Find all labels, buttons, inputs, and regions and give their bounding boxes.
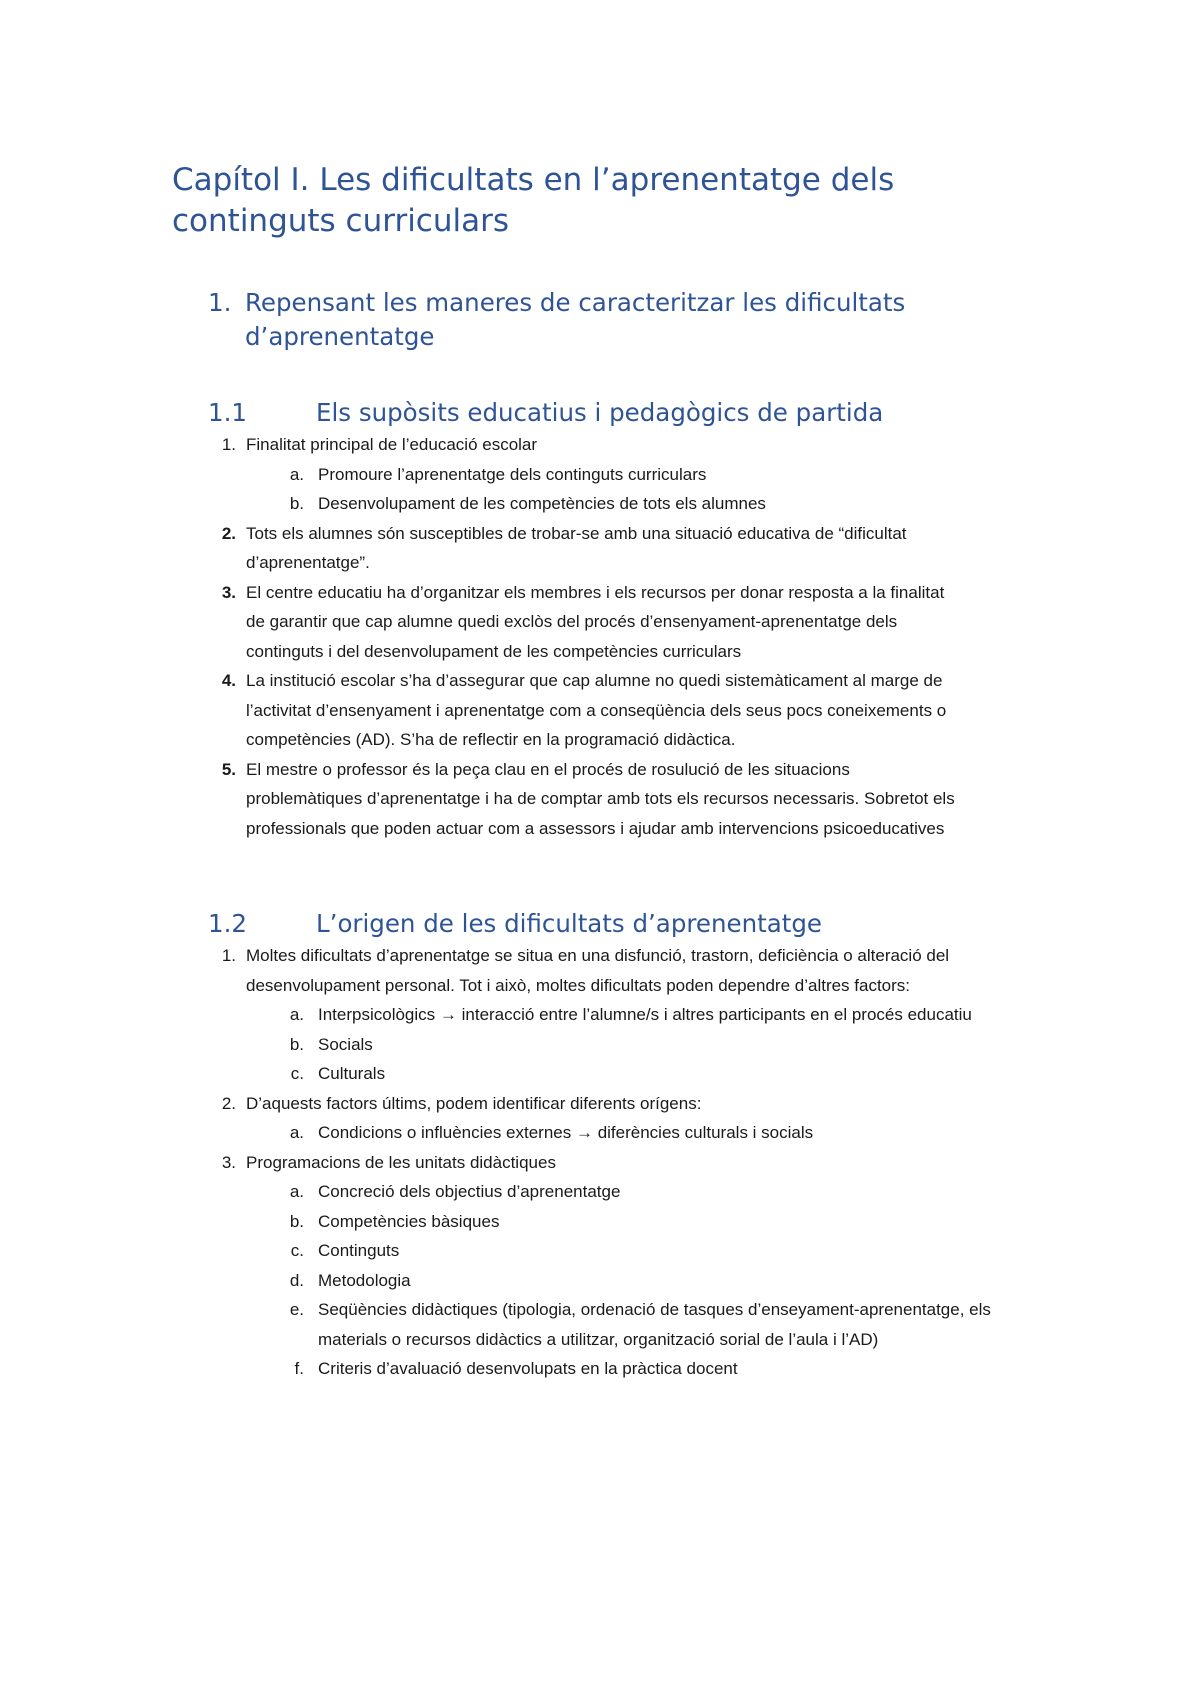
list-text: El mestre o professor és la peça clau en el procés de rosulució de les situacions problemàtiques d’aprenentatge i ha de comptar amb tots els recursos necessaris. Sobretot els professionals que poden actuar com a assessors i ajudar amb intervencions psicoeducatives [246,759,955,838]
sub-list-item [172,1059,1052,1089]
document-page [172,160,1052,1384]
list-text: Moltes dificultats d’aprenentatge se situa en una disfunció, trastorn, deficiència o alteració del desenvolupament personal. Tot i això, moltes dificultats poden dependre d’altres factors: [246,946,950,995]
list-item [172,1089,1052,1148]
section-1-2-number: 1.2 [208,909,247,938]
list-number: 3. [221,582,236,602]
list-text: D’aquests factors últims, podem identificar diferents orígens: [246,1093,702,1113]
sub-list-letter: a. [289,1005,304,1024]
sub-list-text: Promoure l’aprenentatge dels continguts curriculars [318,464,707,484]
list-text: Programacions de les unitats didàctiques [246,1152,556,1172]
sub-list-text: Seqüències didàctiques (tipologia, ordenació de tasques d’enseyament-aprenentatge, els materials o recursos didàctics a utilitzar, organització sorial de l’aula i l’AD) [318,1300,991,1349]
list-number: 2. [221,1093,236,1113]
sub-list-text: Condicions o influències externes → diferències culturals i socials [318,1123,814,1142]
list-number: 5. [221,759,236,779]
section-1-2-list [172,941,1052,1384]
heading-1-number: 1. [208,288,232,317]
sub-list-item [172,1000,1052,1030]
list-number: 2. [221,523,236,543]
list-item [172,430,1052,519]
sub-list-letter: a. [289,1123,304,1142]
section-1-2-heading [172,907,1052,941]
sub-list-item [172,1236,1052,1266]
sub-list-item [172,1207,1052,1237]
section-1-1-list [172,430,1052,843]
list-item [172,1148,1052,1384]
sub-list-text: Concreció dels objectius d’aprenentatge [318,1182,621,1201]
sub-list [172,1000,1052,1089]
list-number: 1. [221,946,236,965]
list-item [172,941,1052,1089]
document-title: Capítol I. Les dificultats en l’aprenentatge dels continguts curriculars [172,162,895,239]
sub-list [172,460,1052,519]
sub-list-letter: e. [289,1300,304,1319]
list-text: Tots els alumnes són susceptibles de trobar-se amb una situació educativa de “dificultat d’aprenentatge”. [246,523,907,572]
list-number: 1. [221,435,236,454]
section-1-1-number: 1.1 [208,398,247,427]
heading-1-text: Repensant les maneres de caracteritzar les dificultats d’aprenentatge [245,288,906,351]
sub-list-text: Criteris d’avaluació desenvolupats en la pràctica docent [318,1359,738,1378]
sub-list-text: Culturals [318,1064,386,1083]
sub-list-item [172,1354,1052,1384]
sub-list-text: Continguts [318,1241,400,1260]
sub-list-item [172,460,1052,490]
sub-list-letter: b. [289,1034,304,1054]
sub-list-letter: c. [290,1241,304,1260]
list-number: 3. [221,1152,236,1172]
sub-list-item [172,1030,1052,1060]
sub-list-letter: c. [290,1064,304,1083]
sub-list-letter: b. [289,1211,304,1231]
list-item [172,578,1052,667]
sub-list-letter: a. [289,1182,304,1201]
sub-list-text: Socials [318,1034,373,1054]
list-item [172,755,1052,844]
sub-list-text: Competències bàsiques [318,1211,500,1231]
list-text: La institució escolar s’ha d’assegurar que cap alumne no quedi sistemàticament al marge de l’activitat d’ensenyament i aprenentatge com a conseqüència dels seus pocs coneixements o competències (AD). S’ha de reflectir en la programació didàctica. [246,671,947,749]
section-1-1-heading [172,396,1052,430]
sub-list-letter: d. [289,1270,304,1290]
sub-list-letter: b. [289,494,304,513]
sub-list-item [172,1295,1052,1354]
heading-1 [172,286,1052,354]
sub-list-item [172,1177,1052,1207]
sub-list-text: Interpsicològics → interacció entre l’alumne/s i altres participants en el procés educatiu [318,1005,972,1024]
sub-list-letter: f. [294,1359,304,1378]
list-item [172,519,1052,578]
sub-list [172,1118,1052,1148]
sub-list-text: Metodologia [318,1270,411,1290]
sub-list-letter: a. [289,464,304,484]
section-1-2-title: L’origen de les dificultats d’aprenentatge [316,909,822,938]
list-item [172,666,1052,755]
sub-list-item [172,489,1052,519]
section-1-1-title: Els supòsits educatius i pedagògics de partida [316,398,884,427]
sub-list-item [172,1118,1052,1148]
list-number: 4. [221,671,236,690]
sub-list-text: Desenvolupament de les competències de tots els alumnes [318,494,766,513]
list-text: El centre educatiu ha d’organitzar els membres i els recursos per donar resposta a la finalitat de garantir que cap alumne quedi exclòs del procés d’ensenyament-aprenentatge dels continguts i del desenvolupament de les competències curriculars [246,582,945,661]
list-text: Finalitat principal de l’educació escolar [246,435,538,454]
sub-list-item [172,1266,1052,1296]
sub-list [172,1177,1052,1384]
